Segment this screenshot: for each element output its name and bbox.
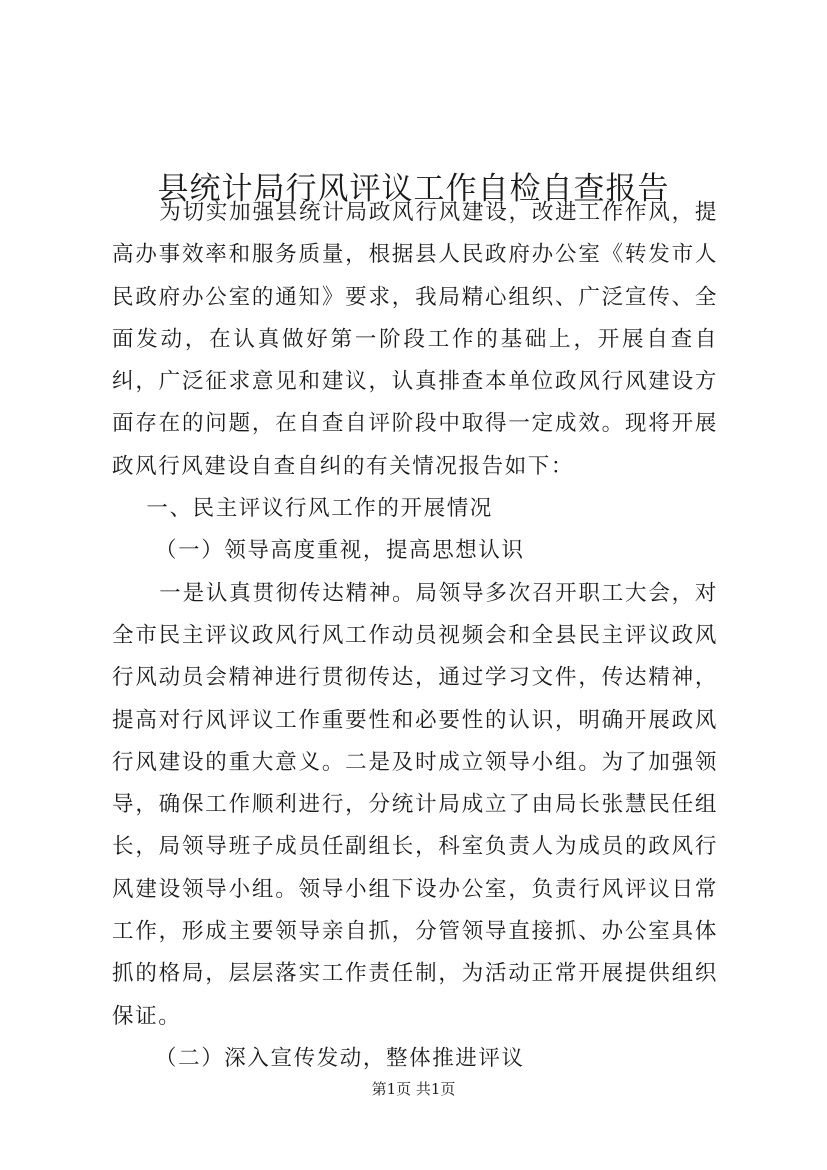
document-title: 县统计局行风评议工作自检自查报告 [157, 170, 670, 207]
intro-paragraph: 为切实加强县统计局政风行风建设，改进工作作风，提高办事效率和服务质量，根据县人民政府办公室《转发市人民政府办公室的通知》要求，我局精心组织、广泛宣传、全面发动，在认真做好第一阶段工作的基础上，开展自查自纠，广泛征求意见和建议，认真排查本单位政风行风建设方面存在的问题，在自查自评阶段中取得一定成效。现将开展政风行风建设自查自纠的有关情况报告如下： [112, 200, 718, 479]
subsection-heading-1: （一）领导高度重视，提高思想认识 [155, 538, 525, 564]
subsection-heading-2: （二）深入宣传发动，整体推进评议 [155, 1045, 525, 1071]
document-body [112, 192, 718, 1080]
body-paragraph-1: 一是认真贯彻传达精神。局领导多次召开职工大会，对全市民主评议政风行风工作动员视频会和全县民主评议政风行风动员会精神进行贯彻传达，通过学习文件，传达精神，提高对行风评议工作重要性和必要性的认识，明确开展政风行风建设的重大意义。二是及时成立领导小组。为了加强领导，确保工作顺利进行，分统计局成立了由局长张慧民任组长，局领导班子成员任副组长，科室负责人为成员的政风行风建设领导小组。领导小组下设办公室，负责行风评议日常工作，形成主要领导亲自抓，分管领导直接抓、办公室具体抓的格局，层层落实工作责任制，为活动正常开展提供组织保证。 [112, 580, 718, 1029]
page-footer: 第1页 共1页 [371, 1080, 456, 1098]
section-heading-1: 一、民主评议行风工作的开展情况 [146, 496, 493, 522]
